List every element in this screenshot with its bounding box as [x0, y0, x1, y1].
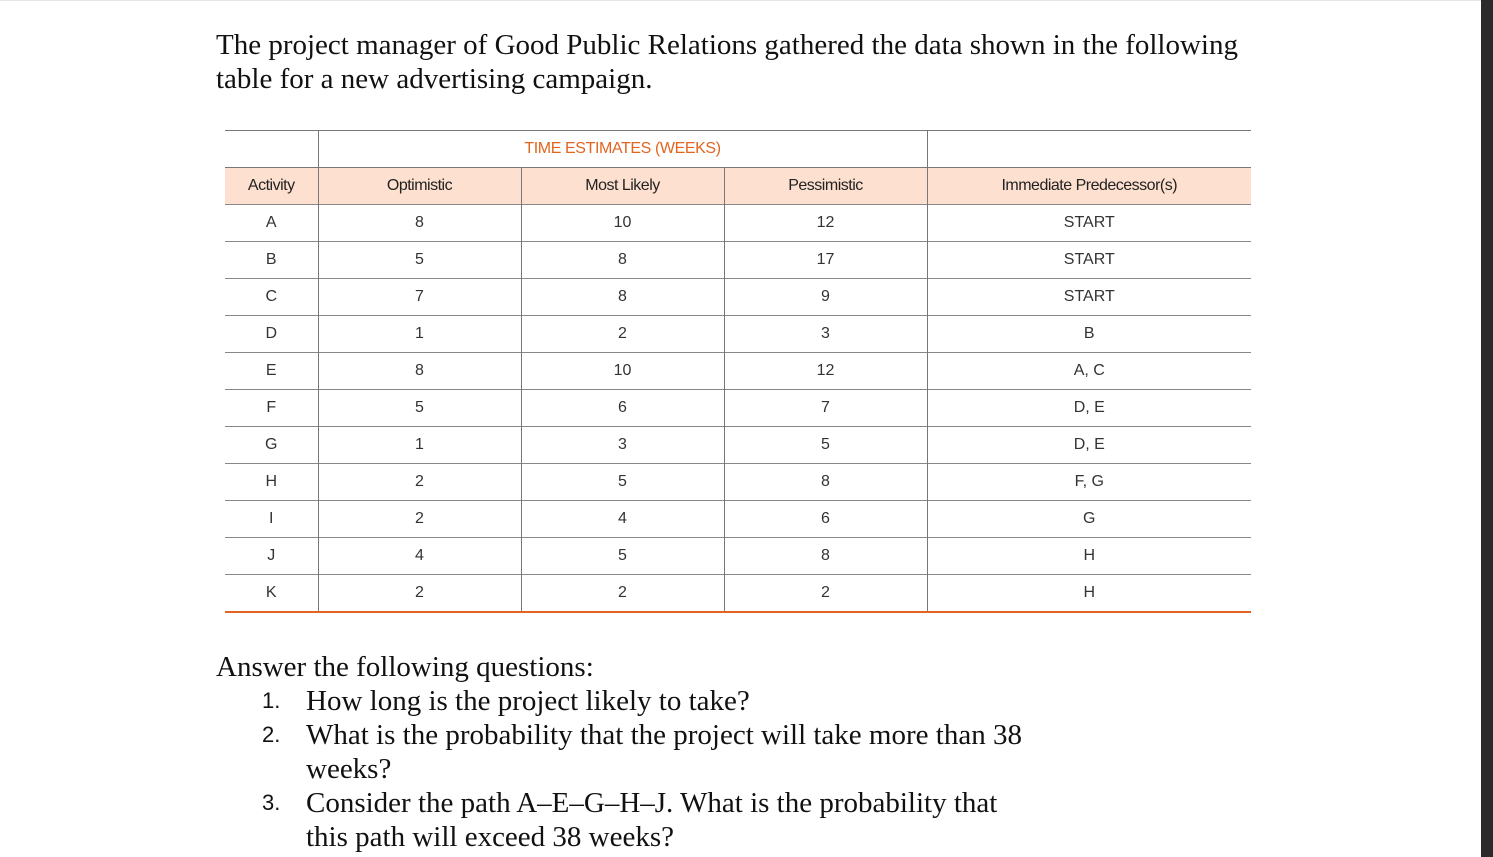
table-cell: 8 [521, 242, 724, 279]
questions-section [216, 650, 1116, 854]
table-cell: I [225, 501, 318, 538]
table-cell: 10 [521, 205, 724, 242]
table-row [225, 242, 1251, 279]
question-item [216, 718, 1026, 786]
table-cell: 1 [318, 427, 521, 464]
table-cell: 2 [318, 575, 521, 613]
table-cell: G [225, 427, 318, 464]
table-cell: 5 [521, 538, 724, 575]
table-cell: 17 [724, 242, 927, 279]
table-cell: H [927, 575, 1251, 613]
table-cell: H [225, 464, 318, 501]
table-cell: 4 [318, 538, 521, 575]
table-cell: 2 [318, 464, 521, 501]
table-cell: A [225, 205, 318, 242]
table-row [225, 390, 1251, 427]
top-divider [0, 0, 1481, 1]
column-header: Most Likely [521, 168, 724, 205]
table-cell: 2 [318, 501, 521, 538]
question-number: 1. [262, 688, 281, 713]
column-header: Optimistic [318, 168, 521, 205]
table-cell: 1 [318, 316, 521, 353]
table-cell: A, C [927, 353, 1251, 390]
table-cell: 5 [318, 390, 521, 427]
table-row [225, 353, 1251, 390]
table-cell: 8 [318, 205, 521, 242]
table-cell: START [927, 205, 1251, 242]
table-cell: J [225, 538, 318, 575]
table-cell: B [927, 316, 1251, 353]
question-text: How long is the project likely to take? [306, 685, 750, 717]
table-cell: 2 [521, 575, 724, 613]
table-cell: 8 [724, 464, 927, 501]
table-row [225, 316, 1251, 353]
table-cell: 9 [724, 279, 927, 316]
table-cell: 5 [521, 464, 724, 501]
table-cell: B [225, 242, 318, 279]
table-row [225, 575, 1251, 613]
table-cell: 5 [724, 427, 927, 464]
table-cell: H [927, 538, 1251, 575]
column-header: Pessimistic [724, 168, 927, 205]
table-row [225, 427, 1251, 464]
column-header-row [225, 168, 1251, 205]
questions-lead: Answer the following questions: [216, 651, 594, 683]
table-cell: 12 [724, 353, 927, 390]
group-header-spacer-right [927, 131, 1251, 168]
scrollbar[interactable] [1481, 0, 1493, 857]
table-row [225, 464, 1251, 501]
table-row [225, 279, 1251, 316]
table-cell: 6 [521, 390, 724, 427]
table-cell: 12 [724, 205, 927, 242]
table-cell: C [225, 279, 318, 316]
table-cell: 7 [724, 390, 927, 427]
intro-paragraph: The project manager of Good Public Relations gathered the data shown in the following table for a new advertising campaign. [216, 29, 1238, 95]
question-text: Consider the path A–E–G–H–J. What is the probability that this path will exceed 38 weeks? [306, 787, 998, 853]
questions-list [216, 684, 1116, 854]
question-text: What is the probability that the project will take more than 38 weeks? [306, 719, 1022, 785]
table-cell: 8 [521, 279, 724, 316]
column-header: Immediate Predecessor(s) [927, 168, 1251, 205]
table-cell: 3 [521, 427, 724, 464]
table-cell: 4 [521, 501, 724, 538]
group-header-row [225, 131, 1251, 168]
table-cell: 10 [521, 353, 724, 390]
table-cell: K [225, 575, 318, 613]
table-cell: F, G [927, 464, 1251, 501]
table-row [225, 538, 1251, 575]
table-cell: 8 [724, 538, 927, 575]
question-number: 3. [262, 790, 281, 815]
table-cell: 3 [724, 316, 927, 353]
table-cell: START [927, 242, 1251, 279]
table-cell: 6 [724, 501, 927, 538]
question-item [216, 786, 1026, 854]
table-cell: 8 [318, 353, 521, 390]
table-cell: 5 [318, 242, 521, 279]
column-header: Activity [225, 168, 318, 205]
group-header-title: TIME ESTIMATES (WEEKS) [318, 131, 927, 168]
question-number: 2. [262, 722, 281, 747]
time-estimates-table [225, 130, 1251, 613]
table-row [225, 205, 1251, 242]
table-cell: G [927, 501, 1251, 538]
table-cell: F [225, 390, 318, 427]
group-header-spacer [225, 131, 318, 168]
table-row [225, 501, 1251, 538]
table-cell: 2 [724, 575, 927, 613]
table-cell: START [927, 279, 1251, 316]
question-item [216, 684, 1026, 718]
table-cell: D, E [927, 390, 1251, 427]
table-cell: 2 [521, 316, 724, 353]
table-cell: E [225, 353, 318, 390]
table-cell: 7 [318, 279, 521, 316]
table-cell: D [225, 316, 318, 353]
table-cell: D, E [927, 427, 1251, 464]
